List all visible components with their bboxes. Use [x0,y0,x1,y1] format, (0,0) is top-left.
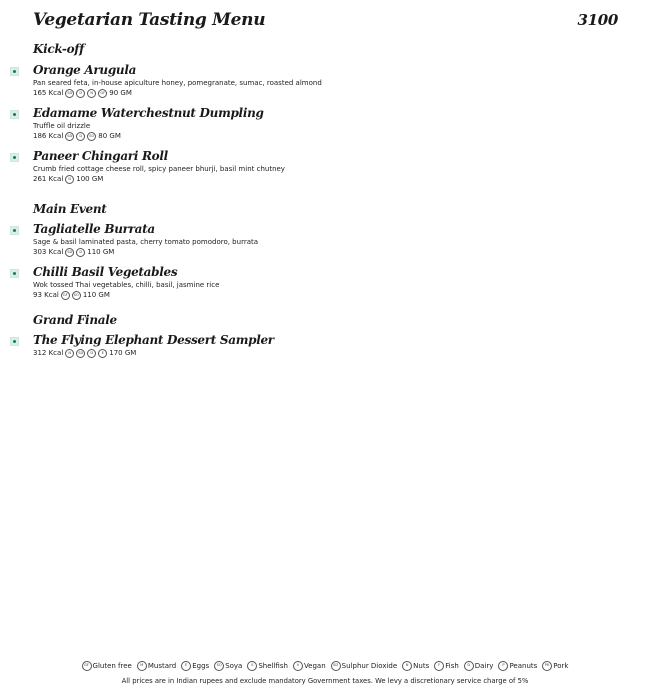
dairy-icon: D [464,661,474,671]
item-name: Edamame Waterchestnut Dumpling [33,106,264,120]
allergen-sulphur-dioxide-icon: SD [65,132,74,141]
legend-pork [542,661,568,671]
allergen-eggs-icon: E [98,349,107,358]
item-meta [33,131,610,142]
item-kcal: 312 Kcal [33,349,64,357]
menu-price: 3100 [577,11,618,29]
peanuts-icon: P [498,661,508,671]
item-weight: 170 GM [109,349,137,357]
item-kcal: 165 Kcal [33,89,64,97]
legend-peanuts [498,661,537,671]
legend-nuts [402,661,429,671]
legend-mustard [137,661,176,671]
menu-item-flying-elephant-dessert [10,333,610,359]
section-heading-grand-finale: Grand Finale [33,313,117,327]
allergen-sulphur-dioxide-icon: SD [65,89,74,98]
nuts-icon: N [402,661,412,671]
legend-label: Peanuts [509,662,538,670]
legend-label: Nuts [413,662,430,670]
menu-item-paneer-chingari-roll [10,149,610,185]
item-weight: 80 GM [98,132,121,140]
allergen-dairy-icon: D [76,132,85,141]
item-kcal: 261 Kcal [33,175,64,183]
item-description: Crumb fried cottage cheese roll, spicy paneer bhurji, basil mint chutney [33,165,285,173]
legend-label: Soya [225,662,243,670]
allergen-dairy-icon: D [87,349,96,358]
item-description: Truffle oil drizzle [33,122,91,130]
item-kcal: 186 Kcal [33,132,64,140]
allergen-sulphur-dioxide-icon: SD [76,349,85,358]
legend-eggs [181,661,209,671]
item-name: Tagliatelle Burrata [33,222,155,236]
allergen-gluten-free-icon: GF [61,291,70,300]
gluten-free-icon: GF [82,661,92,671]
legend-label: Fish [445,662,459,670]
price-disclaimer: All prices are in Indian rupees and exclude mandatory Government taxes. We levy a discretionary service charge of 5% [121,677,529,685]
item-name: Paneer Chingari Roll [33,149,168,163]
veg-indicator-icon [10,337,19,346]
legend-label: Pork [553,662,569,670]
item-weight: 110 GM [87,248,115,256]
menu-title: Vegetarian Tasting Menu [33,10,266,30]
legend-label: Gluten free [92,662,132,670]
item-weight: 100 GM [76,175,104,183]
legend-fish [434,661,459,671]
pork-icon: PK [542,661,552,671]
allergen-dairy-icon: D [65,175,74,184]
veg-indicator-icon [10,110,19,119]
item-name: Orange Arugula [33,63,137,77]
allergen-nuts-icon: N [87,89,96,98]
mustard-icon: M [137,661,147,671]
veg-indicator-icon [10,153,19,162]
item-meta [33,88,610,99]
shellfish-icon: S [247,661,257,671]
legend-label: Shellfish [258,662,288,670]
item-weight: 110 GM [82,291,110,299]
legend-gluten-free [82,661,132,671]
menu-item-chilli-basil-vegetables [10,265,610,301]
item-name: The Flying Elephant Dessert Sampler [33,333,274,347]
allergen-soya-icon: SO [87,132,96,141]
menu-item-orange-arugula [10,63,610,99]
item-meta [33,174,610,185]
allergen-legend [0,661,650,671]
menu-item-tagliatelle-burrata [10,222,610,258]
legend-label: Dairy [474,662,494,670]
section-heading-main-event: Main Event [33,202,107,216]
legend-soya [214,661,242,671]
eggs-icon: E [181,661,191,671]
fish-icon: F [434,661,444,671]
section-heading-kick-off: Kick-off [33,42,85,56]
menu-footer [0,661,650,685]
sulphur-dioxide-icon: SD [331,661,341,671]
menu-item-edamame-dumpling [10,106,610,142]
legend-label: Mustard [147,662,177,670]
legend-label: Eggs [192,662,210,670]
legend-label: Vegan [303,662,326,670]
legend-vegan [293,661,326,671]
item-weight: 90 GM [109,89,132,97]
item-meta [33,290,610,301]
allergen-soya-icon: SO [72,291,81,300]
item-name: Chilli Basil Vegetables [33,265,178,279]
allergen-nuts-icon: N [65,349,74,358]
allergen-gluten-free-icon: GF [98,89,107,98]
item-description: Wok tossed Thai vegetables, chilli, basil, jasmine rice [33,281,220,289]
veg-indicator-icon [10,67,19,76]
veg-indicator-icon [10,269,19,278]
legend-shellfish [247,661,288,671]
legend-label: Sulphur Dioxide [341,662,398,670]
veg-indicator-icon [10,226,19,235]
legend-sulphur-dioxide [331,661,397,671]
allergen-sulphur-dioxide-icon: SD [65,248,74,257]
vegan-icon: V [293,661,303,671]
allergen-dairy-icon: D [76,89,85,98]
item-meta [33,348,610,359]
item-description: Pan seared feta, in-house apiculture honey, pomegranate, sumac, roasted almond [33,79,322,87]
item-kcal: 303 Kcal [33,248,64,256]
item-kcal: 93 Kcal [33,291,59,299]
allergen-dairy-icon: D [76,248,85,257]
item-description: Sage & basil laminated pasta, cherry tomato pomodoro, burrata [33,238,259,246]
item-meta [33,247,610,258]
legend-dairy [464,661,494,671]
soya-icon: SO [214,661,224,671]
